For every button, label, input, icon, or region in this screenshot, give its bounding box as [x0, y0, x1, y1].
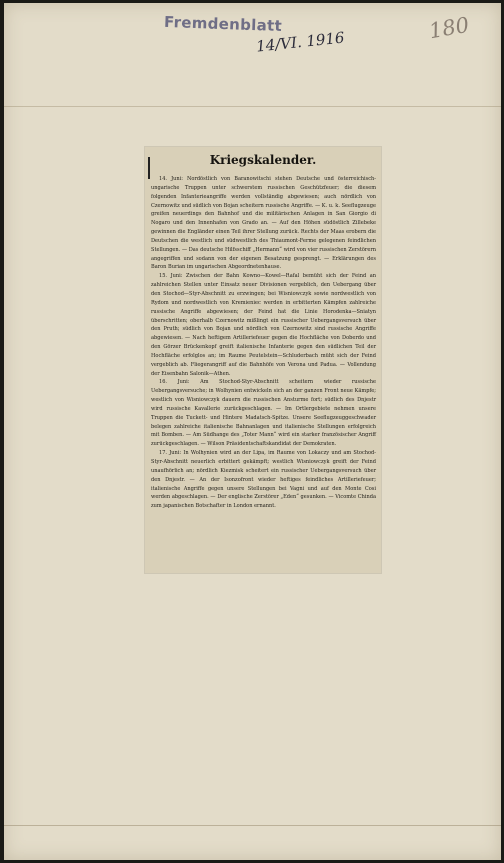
newspaper-stamp: Fremdenblatt: [163, 12, 283, 36]
paragraph-june-17: 17. Juni: In Wolhynien wird an der Lipa, im Raume von Lokaczy und am Stochod-Styr-Abschnitt neuerlich erbittert gekämpft; westlich Wisniowczyk greift der Feind unaufhörlich an; nördlich Kiezmisk scheitert ein russischer Uebergangsversuch über den Dnjestr. — An der Isonzofront wieder heftiges feindliches Artilleriefeuer; italienische Angriffe gegen unsere Stellungen bei Vagni und auf den Monte Cosi werden abgeschlagen. — Der englische Zerstörer „Eden“ gesunken. — Vicomte Chinda zum japanischen Botschafter in London ernannt.: [151, 450, 376, 510]
newspaper-clipping: [145, 147, 381, 573]
fold-line-top: [4, 106, 501, 107]
handwritten-date: 14/VI. 1916: [255, 28, 346, 56]
paragraph-june-14: 14. Juni: Nordöstlich von Baranowitschi stehen Deutsche und österreichisch-ungarische Truppen unter schwerstem russischen Geschützfeuer; die diesem folgenden Infanterieangriffe werden vollständig abgewiesen; auch nördlich von Czernowitz und südlich von Bojan scheitern russische Angriffe. — K. u. k. Seeflugzeuge greifen neuerdings den Bahnhof und die militärischen Anlagen in San Giorgio di Nogaro und den Innenhafen von Grado an. — Auf den Höhen südöstlich Zillebeke gewinnen die Engländer einen Teil ihrer Stellung zurück. Rechts der Maas erobern die Deutschen die westlich und südwestlich des Thiaumont-Ferme gelegenen feindlichen Stellungen. — Das deutsche Hilfsschiff „Hermann“ wird von vier russischen Zerstörern angegriffen und sodann von der eigenen Besatzung gesprengt. — Erklärungen des Baron Burian im ungarischen Abgeordnetenhause.: [151, 176, 376, 271]
article-title: Kriegskalender.: [209, 153, 317, 167]
fold-line-bottom: [4, 825, 501, 826]
archive-number: 180: [427, 12, 471, 44]
paragraph-june-15: 15. Juni: Zwischen der Bahn Kowno—Kowel—Rafal bemüht sich der Feind an zahlreichen Stellen unter Einsatz neuer Divisionen vergeblich, den Uebergang über den Stochod—Styr-Abschnitt zu erzwingen; bei Wisniowczyk sowie nordwestlich von Rydom und nordwestlich von Kremieniec werden in erbitterten Kämpfen zahlreiche russische Angriffe abgewiesen; der Feind hat die Linie Horodenka—Sniatyn überschritten; oberhalb Czernowitz mißlingt ein russischer Uebergangsversuch über den Pruth; südlich von Bojan und nördlich von Czernowitz sind russische Angriffe abgewiesen. — Nach heftigem Artilleriefeuer gegen die Hochfläche von Doberdo und den Görzer Brückenkopf greift italienische Infanterie gegen den südlichen Teil der Hochfläche erfolglos an; im Raume Peutelstein—Schluderbach müht sich der Feind vergeblich ab. Fliegerangriff auf die Bahnhöfe von Verona und Padua. — Vollendung der Eisenbahn Salonik—Athen.: [151, 273, 376, 377]
archive-sheet: [4, 3, 501, 860]
paragraph-june-16: 16. Juni: Am Stochod-Styr-Abschnitt scheitern wieder russische Uebergangsversuche; in Wolhynien entwickeln sich an der ganzen Front neue Kämpfe; westlich von Wisniowczyk dauern die russischen Ansturme fort; südlich des Dnjestr wird russische Kavallerie zurückgeschlagen. — Im Ortlergebiete nehmen unsere Truppen die Tuckett- und Hintere Madatsch-Spitze. Unsere Seeflugzeuggeschwader belegen zahlreiche italienische Bahnanlagen und italienische Stellungen erfolgreich mit Bomben. — Am Südhange des „Toter Mann“ wird ein starker französischer Angriff zurückgeschlagen. — Wilson Präsidentschaftskandidat der Demokraten.: [151, 379, 376, 448]
article-body: [151, 175, 376, 511]
